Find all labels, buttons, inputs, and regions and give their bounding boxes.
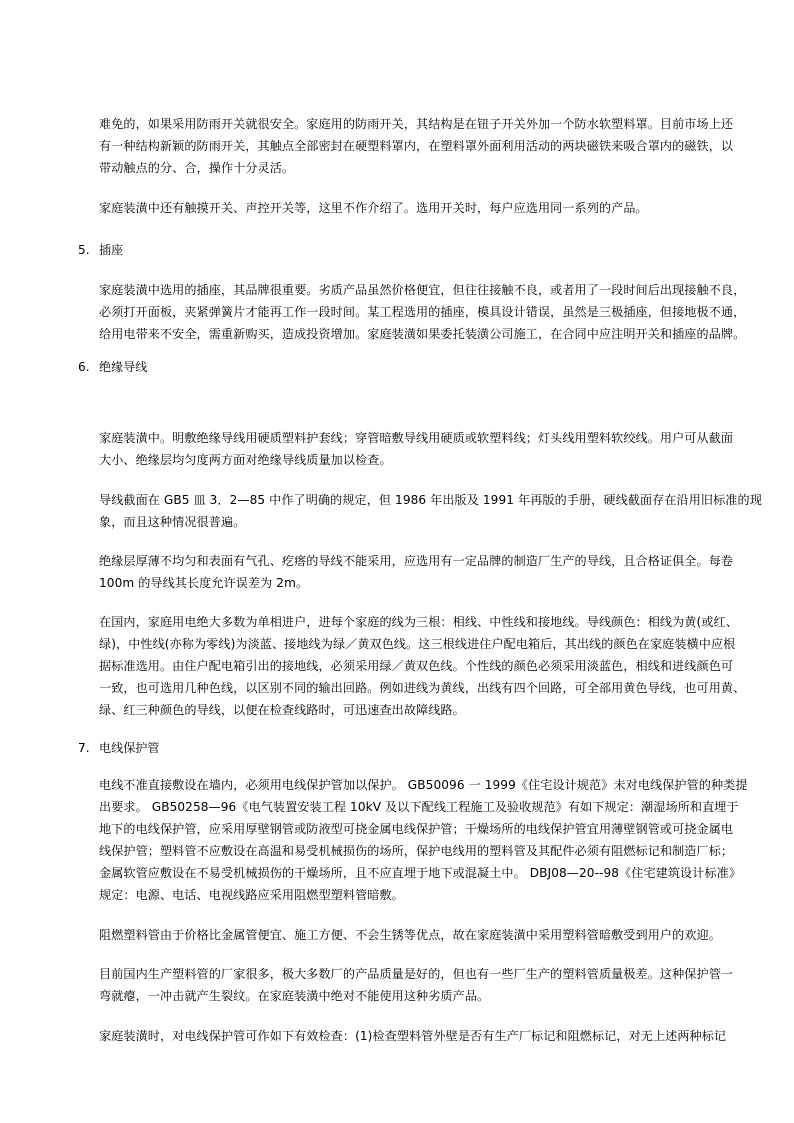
text-line: 带动触点的分、合，操作十分灵活。 (99, 161, 295, 175)
section-heading-insulated-wire (78, 356, 147, 378)
text-line: 在国内，家庭用电绝大多数为单相进户，进每个家庭的线为三根：相线、中性线和接地线。导线颜色：相线为黄(或红、 (99, 615, 738, 629)
text-line: 据标准选用。由住户配电箱引出的接地线，必须采用绿／黄双色线。个性线的颜色必须采用淡蓝色，相线和进线颜色可 (99, 659, 734, 673)
paragraph-pipe-inspection (99, 1025, 727, 1047)
section-heading-conduit (78, 737, 159, 759)
text-line: 给用电带来不安全，需重新购买，造成投资增加。家庭装潢如果委托装潢公司施工，在合同中应注明开关和插座的品牌。 (99, 327, 746, 341)
paragraph-flame-retardant-pipe (99, 924, 721, 946)
text-line: 线保护管；塑料管不应敷设在高温和易受机械损伤的场所，保护电线用的塑料管及其配件必须有阻燃标记和制造厂标； (99, 844, 734, 858)
section-title: 电线保护管 (99, 741, 160, 755)
text-line: 弯就瘪，一冲击就产生裂纹。在家庭装潢中绝对不能使用这种劣质产品。 (99, 989, 490, 1003)
text-line: 金属软管应敷设在不易受机械损伤的干燥场所，且不应直埋于地下或混凝土中。 DBJ08—20--98《住宅建筑设计标准》 (99, 866, 742, 880)
text-line: 家庭装潢时，对电线保护管可作如下有效检查：(1)检查塑料管外壁是否有生产厂标记和阻燃标记，对无上述两种标记 (99, 1029, 727, 1043)
section-number: 6. (78, 360, 90, 374)
text-line: 绿、红三种颜色的导线，以便在检查线路时，可迅速查出故障线路。 (99, 703, 465, 717)
paragraph-pipe-manufacturers (99, 963, 734, 1007)
paragraph-other-switches (99, 197, 721, 219)
text-line: 导线截面在 GB5 皿 3．2—85 中作了明确的规定，但 1986 年出版及 1991 年再版的手册，硬线截面存在沿用旧标准的现 (99, 493, 762, 507)
paragraph-wire-colors (99, 611, 746, 721)
text-line: 绝缘层厚薄不均匀和表面有气孔、疙瘩的导线不能采用，应选用有一定品牌的制造厂生产的导线，且合格证俱全。每卷 (99, 554, 734, 568)
section-number: 7. (78, 741, 90, 755)
paragraph-socket-brand (99, 279, 746, 345)
text-line: 阻燃塑料管由于价格比金属管便宜、施工方便、不会生锈等优点，故在家庭装潢中采用塑料管暗敷受到用户的欢迎。 (99, 928, 721, 942)
paragraph-rainproof-switch (99, 113, 734, 179)
section-title: 绝缘导线 (99, 360, 148, 374)
paragraph-conduit-standards (99, 774, 748, 906)
text-line: 难免的，如果采用防雨开关就很安全。家庭用的防雨开关，其结构是在钮子开关外加一个防水软塑料罩。目前市场上还 (99, 117, 734, 131)
text-line: 有一种结构新颖的防雨开关，其触点全部密封在硬塑料罩内，在塑料罩外面利用活动的两块磁铁来吸合罩内的磁铁，以 (99, 139, 734, 153)
text-line: 绿)，中性线(亦称为零线)为淡蓝、接地线为绿／黄双色线。这三根线进住户配电箱后，其出线的颜色在家庭装横中应根 (99, 637, 736, 651)
paragraph-wire-cross-section (99, 489, 762, 533)
text-line: 出要求。 GB50258—96《电气装置安装工程 10kV 及以下配线工程施工及验收规范》有如下规定：潮湿场所和直埋于 (99, 800, 739, 814)
text-line: 大小、绝缘层均匀度两方面对绝缘导线质量加以检查。 (99, 453, 392, 467)
text-line: 家庭装潢中。明敷绝缘导线用硬质塑料护套线；穿管暗敷导线用硬质或软塑料线；灯头线用塑料软绞线。用户可从截面 (99, 431, 734, 445)
section-heading-socket (78, 239, 123, 261)
text-line: 必须打开面板，夹紧弹簧片才能再工作一段时间。某工程选用的插座，模具设计错误，虽然是三极插座，但接地极不通， (99, 305, 746, 319)
text-line: 规定：电源、电话、电视线路应采用阻燃型塑料管暗敷。 (99, 888, 404, 902)
paragraph-wire-types (99, 427, 734, 471)
paragraph-insulation-quality (99, 550, 734, 594)
text-line: 地下的电线保护管，应采用厚壁钢管或防液型可挠金属电线保护管；干燥场所的电线保护管宜用薄壁钢管或可挠金属电 (99, 822, 734, 836)
text-line: 家庭装潢中选用的插座，其品牌很重要。劣质产品虽然价格便宜，但往往接触不良，或者用了一段时间后出现接触不良， (99, 283, 746, 297)
text-line: 家庭装潢中还有触摸开关、声控开关等，这里不作介绍了。选用开关时，每户应选用同一系列的产品。 (99, 201, 648, 215)
text-line: 100m 的导线其长度允许误差为 2m。 (99, 576, 309, 590)
text-line: 电线不准直接敷设在墙内，必须用电线保护管加以保护。 GB50096 一 1999《住宅设计规范》未对电线保护管的种类提 (99, 778, 748, 792)
text-line: 一致，也可选用几种色线，以区别不同的输出回路。例如进线为黄线，出线有四个回路，可全部用黄色导线，也可用黄、 (99, 681, 746, 695)
section-number: 5. (78, 243, 90, 257)
section-title: 插座 (99, 243, 124, 257)
text-line: 目前国内生产塑料管的厂家很多，极大多数厂的产品质量是好的，但也有一些厂生产的塑料管质量极差。这种保护管一 (99, 967, 734, 981)
text-line: 象，而且这种情况很普遍。 (99, 515, 246, 529)
